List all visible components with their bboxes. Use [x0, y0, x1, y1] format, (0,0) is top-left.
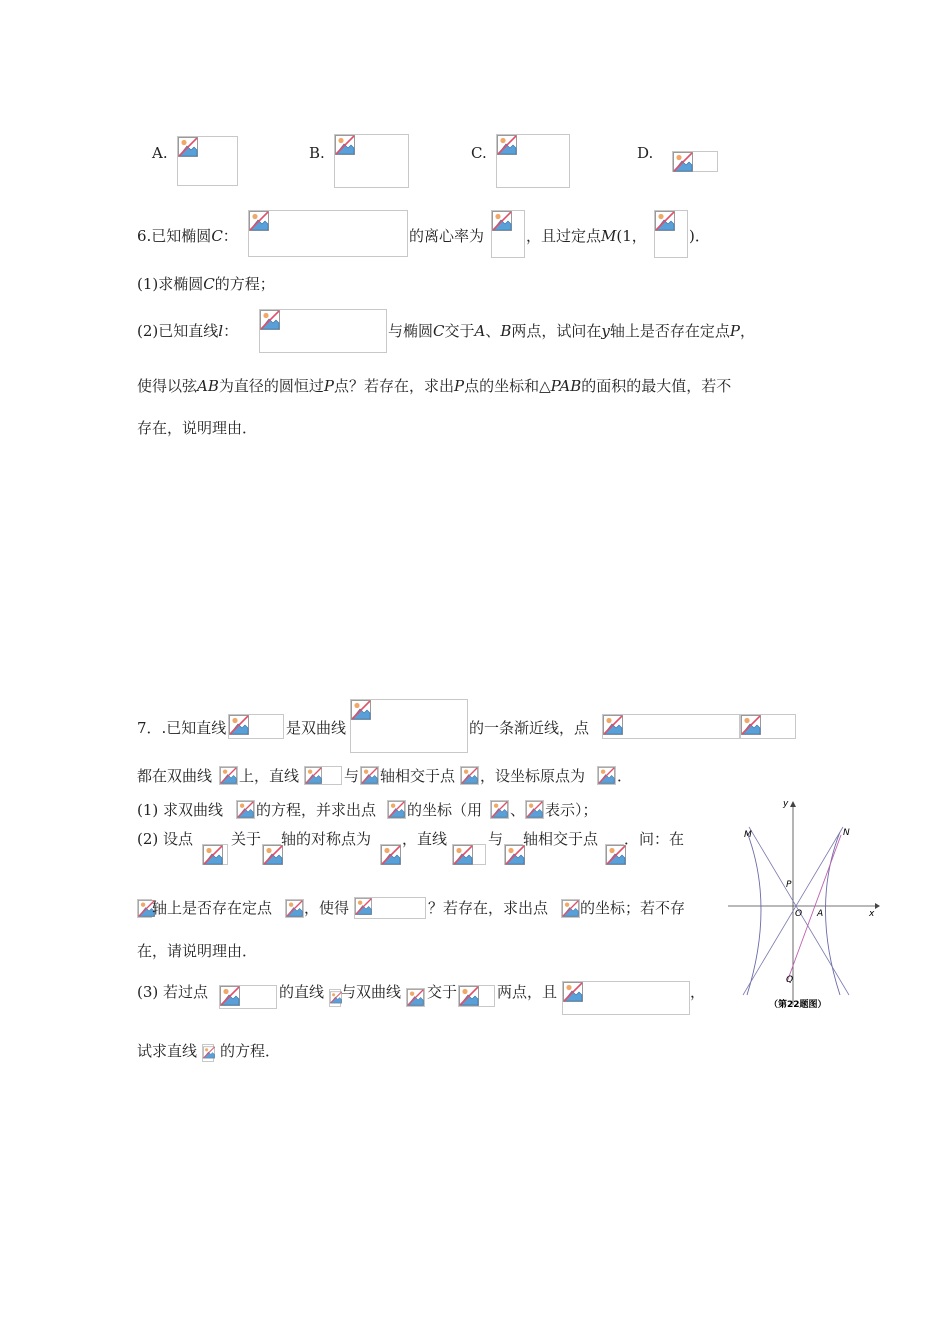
q7-line2-a: 都在双曲线 [137, 767, 213, 785]
q7-line5-d: 的坐标；若不存 [580, 899, 686, 917]
q7-line2-c: 与 [344, 767, 360, 785]
broken-image-icon [286, 900, 303, 917]
broken-image-icon [263, 845, 283, 865]
label-a: A [817, 909, 824, 919]
label-x: x [869, 909, 875, 919]
broken-image-icon [606, 845, 626, 865]
hyperbola-c-image-2 [236, 800, 255, 819]
broken-image-icon [203, 845, 223, 865]
broken-image-icon [741, 715, 761, 735]
label-q: Q [786, 975, 794, 985]
q7-part2-d: ，直线 [402, 830, 448, 848]
hyperbola-left-branch [747, 832, 761, 995]
q7-part3-a: (3) 若过点 [137, 983, 209, 1001]
axis-image-2 [504, 844, 523, 865]
broken-image-icon [388, 801, 405, 818]
line-image [452, 844, 486, 865]
var-image-2 [525, 800, 544, 819]
broken-image-icon [220, 767, 237, 784]
q6-fixed-point-text: ，且过定点M(1， [526, 227, 647, 245]
point-n-image [605, 844, 624, 865]
option-a-image [177, 136, 238, 186]
broken-image-icon [355, 898, 372, 915]
option-b-label: B. [309, 144, 325, 162]
q6-eccentricity-text: 的离心率为 [409, 227, 485, 245]
fixed-point-image [285, 899, 304, 918]
broken-image-icon [497, 135, 517, 155]
hyperbola-c-image [219, 766, 238, 785]
asymptote-image [228, 714, 284, 739]
q7-part2-g: ．问：在 [624, 830, 685, 848]
q7-part2-c: 轴的对称点为 [281, 830, 372, 848]
broken-image-icon [361, 767, 378, 784]
broken-image-icon [351, 700, 371, 720]
condition-image [354, 897, 426, 919]
point-m-image [387, 800, 406, 819]
broken-image-icon [562, 900, 579, 917]
axis-x-image [262, 844, 281, 865]
origin-image [597, 766, 616, 785]
broken-image-icon [381, 845, 401, 865]
broken-image-icon [491, 801, 508, 818]
q7-line8-a: 试求直线 [137, 1042, 198, 1060]
broken-image-icon [603, 715, 623, 735]
broken-image-icon [220, 986, 240, 1006]
option-a-label: A. [152, 144, 168, 162]
broken-image-icon [237, 801, 254, 818]
option-d-image [672, 151, 718, 172]
q7-line8-b: 的方程． [220, 1042, 281, 1060]
q7-part1-e: 表示）； [545, 801, 598, 819]
y-axis-arrow [790, 801, 796, 807]
line-l-equation-image [259, 309, 387, 353]
broken-image-icon [655, 211, 675, 231]
point-through-image [219, 985, 277, 1009]
q6-part2-rest: 与椭圆C交于A、B两点，试问在y轴上是否存在定点P， [388, 322, 756, 340]
q7-line5-a: 轴上是否存在定点 [152, 899, 273, 917]
broken-image-icon [260, 310, 280, 330]
line-pq-image [304, 766, 342, 785]
q7-part3-f: ， [690, 983, 706, 1001]
hyperbola-equation-image [350, 699, 468, 753]
broken-image-icon [459, 986, 479, 1006]
hyperbola-c-image-3 [406, 988, 425, 1007]
q6-part2-start: (2)已知直线l： [137, 322, 239, 340]
broken-image-icon [335, 135, 355, 155]
q7-part3-b: 的直线 [279, 983, 325, 1001]
q7-part2-b: 关于 [231, 830, 262, 848]
figure-caption: （第22题图） [769, 1000, 827, 1010]
point-symmetric-image [380, 844, 401, 865]
label-m: M [744, 830, 752, 840]
option-c-image [496, 134, 570, 188]
broken-image-icon [598, 767, 615, 784]
label-p: P [786, 880, 792, 890]
point-p-image [202, 844, 228, 865]
point-m-y-image [654, 210, 688, 258]
q7-part1-a: (1) 求双曲线 [137, 801, 224, 819]
q6-line4: 存在，说明理由． [137, 419, 258, 437]
broken-image-icon [249, 211, 269, 231]
axis-image-3 [137, 899, 152, 918]
q7-line2-b: 上，直线 [239, 767, 300, 785]
q7-line2-f: ． [617, 767, 633, 785]
broken-image-icon [563, 982, 583, 1002]
broken-image-icon [178, 137, 198, 157]
q7-part3-c: 与双曲线 [341, 983, 402, 1001]
q7-hyperbola-text: 是双曲线 [286, 719, 347, 737]
q7-part3-d: 交于 [427, 983, 458, 1001]
q7-line2-e: ，设坐标原点为 [480, 767, 586, 785]
option-b-image [334, 134, 409, 188]
point-pq-image-1 [602, 714, 740, 739]
broken-image-icon [407, 989, 424, 1006]
eccentricity-image [491, 210, 525, 258]
option-c-label: C. [471, 144, 487, 162]
line-l-image [329, 989, 341, 1007]
q7-line1-start: 7．.已知直线 [137, 719, 227, 737]
q7-line6: 在，请说明理由． [137, 942, 258, 960]
broken-image-icon [505, 845, 525, 865]
var-image-1 [490, 800, 509, 819]
broken-image-icon [461, 767, 478, 784]
q6-line1: 6.已知椭圆C： [137, 227, 238, 245]
broken-image-icon [526, 801, 543, 818]
ellipse-equation-image [248, 210, 408, 257]
axis-image [360, 766, 379, 785]
broken-image-icon [203, 1045, 215, 1060]
q7-part1-b: 的方程，并求出点 [256, 801, 377, 819]
point-pq-image-2 [740, 714, 796, 739]
q7-part1-c: 的坐标（用 [407, 801, 483, 819]
q7-part1-d: 、 [510, 801, 526, 819]
hyperbola-figure [725, 795, 885, 1015]
option-d-label: D. [637, 144, 654, 162]
broken-image-icon [229, 715, 249, 735]
q7-line5-c: ？若存在，求出点 [428, 899, 549, 917]
q7-asymptote-text: 的一条渐近线，点 [469, 719, 590, 737]
q6-part1: (1)求椭圆C的方程； [137, 275, 275, 293]
q7-part3-e: 两点，且 [497, 983, 558, 1001]
q7-part2-a: (2) 设点 [137, 830, 194, 848]
broken-image-icon [453, 845, 473, 865]
q7-part2-f: 轴相交于点 [523, 830, 599, 848]
line-l-image-2 [202, 1044, 214, 1062]
label-y: y [783, 799, 789, 809]
q6-line3: 使得以弦AB为直径的圆恒过P点？若存在，求出P点的坐标和△PAB的面积的最大值，若不 [137, 377, 732, 395]
q7-line2-d: 轴相交于点 [380, 767, 456, 785]
label-o: O [795, 909, 803, 919]
label-n: N [843, 828, 850, 838]
q7-part2-e: 与 [488, 830, 504, 848]
intersection-points-image [458, 985, 495, 1007]
broken-image-icon [492, 211, 512, 231]
x-axis-arrow [875, 903, 880, 909]
broken-image-icon [305, 767, 322, 784]
broken-image-icon [673, 152, 693, 172]
q6-close-paren: )． [689, 227, 710, 245]
vector-condition-image [562, 981, 690, 1015]
q7-line5-b: ，使得 [304, 899, 350, 917]
fixed-point-image-2 [561, 899, 580, 918]
point-image [460, 766, 479, 785]
